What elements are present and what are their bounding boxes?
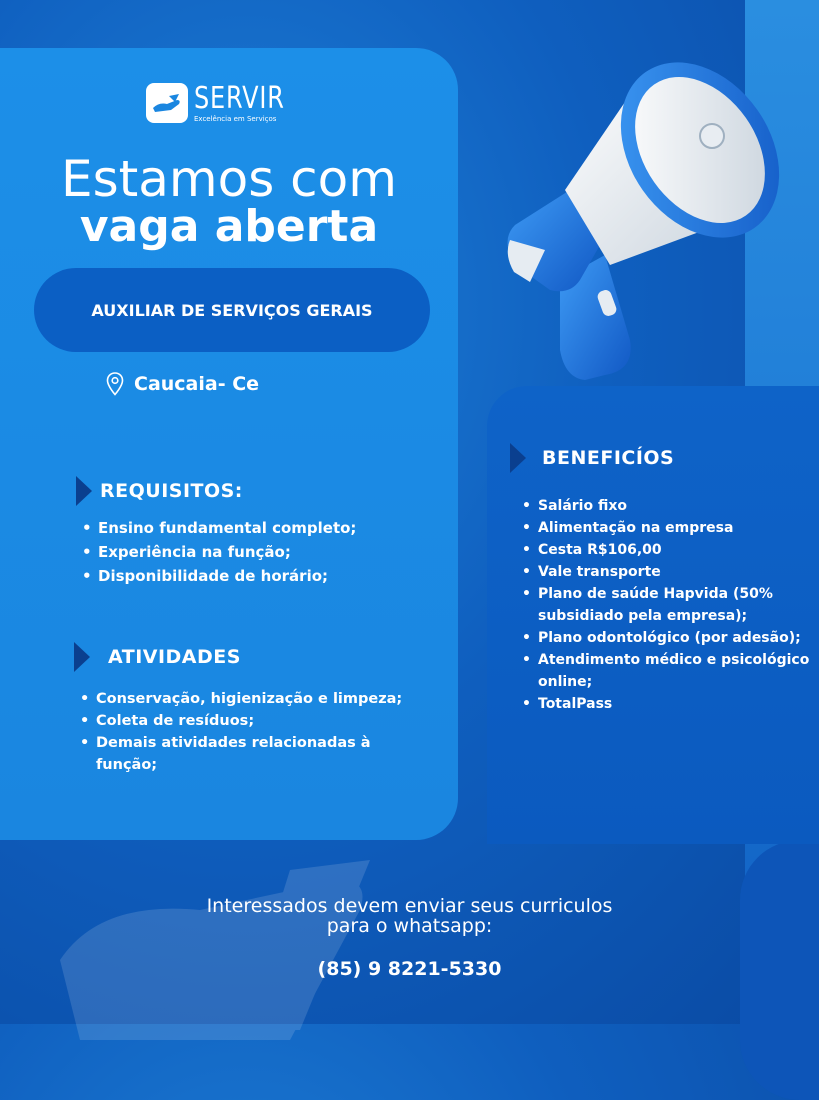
requisitos-title: REQUISITOS: bbox=[100, 480, 243, 502]
location-text: Caucaia- Ce bbox=[134, 373, 260, 395]
footer-line2: para o whatsapp: bbox=[326, 915, 493, 937]
requisitos-list bbox=[80, 516, 356, 588]
location-pin-icon bbox=[106, 372, 124, 396]
position-title: AUXILIAR DE SERVIÇOS GERAIS bbox=[34, 268, 430, 352]
list-item: • Conservação, higienização e limpeza; bbox=[78, 688, 428, 710]
logo-tagline: Excelência em Serviços bbox=[194, 114, 277, 123]
headline-line2: vaga aberta bbox=[79, 201, 379, 252]
megaphone-icon bbox=[490, 40, 790, 380]
list-item: • Vale transporte bbox=[520, 561, 810, 583]
logo-name: SERVIR bbox=[194, 80, 285, 116]
beneficios-list bbox=[520, 495, 810, 715]
triangle-icon bbox=[510, 443, 526, 473]
triangle-icon bbox=[76, 476, 92, 506]
list-item: • Atendimento médico e psicológico online; bbox=[520, 649, 810, 693]
whatsapp-phone[interactable]: (85) 9 8221-5330 bbox=[317, 958, 502, 980]
list-item: • Salário fixo bbox=[520, 495, 810, 517]
atividades-heading bbox=[74, 642, 241, 672]
location bbox=[106, 372, 259, 396]
triangle-icon bbox=[74, 642, 90, 672]
list-item: • Experiência na função; bbox=[80, 540, 356, 564]
footer-text bbox=[0, 896, 819, 936]
atividades-title: ATIVIDADES bbox=[108, 646, 241, 668]
company-logo bbox=[146, 80, 307, 123]
list-item: • Plano de saúde Hapvida (50% subsidiado pela empresa); bbox=[520, 583, 810, 627]
list-item: • Alimentação na empresa bbox=[520, 517, 810, 539]
list-item: • Plano odontológico (por adesão); bbox=[520, 627, 810, 649]
atividades-list bbox=[78, 688, 428, 776]
list-item: • Ensino fundamental completo; bbox=[80, 516, 356, 540]
beneficios-title: BENEFICÍOS bbox=[542, 447, 675, 469]
decorative-hand-icon bbox=[40, 840, 420, 1040]
requisitos-heading bbox=[76, 476, 243, 506]
list-item: • Coleta de resíduos; bbox=[78, 710, 428, 732]
footer-line1: Interessados devem enviar seus curriculos bbox=[206, 895, 613, 917]
list-item: • Cesta R$106,00 bbox=[520, 539, 810, 561]
headline-line1: Estamos com bbox=[61, 150, 397, 208]
list-item: • Disponibilidade de horário; bbox=[80, 564, 356, 588]
list-item: • TotalPass bbox=[520, 693, 810, 715]
beneficios-heading bbox=[510, 443, 674, 473]
hand-icon bbox=[146, 83, 188, 123]
list-item: • Demais atividades relacionadas à função; bbox=[78, 732, 428, 776]
